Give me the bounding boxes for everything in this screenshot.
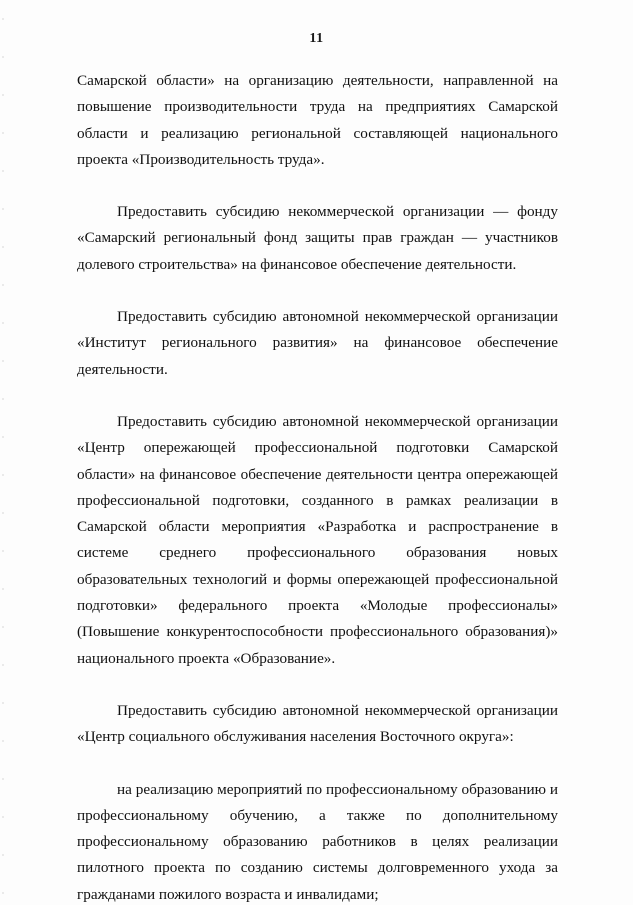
paragraph-6: на реализацию мероприятий по профессиональному образованию и профессиональному обучению, а также по дополнительному профессиональному образованию работников в целях реализации пилотного проекта по созданию системы долговременного ухода за гражданами пожилого возраста и инвалидами;: [77, 780, 558, 903]
paragraph-4: Предоставить субсидию автономной некоммерческой организации «Центр опережающей профессиональной подготовки Самарской области» на финансовое обеспечение деятельности центра опережающей профессиональной подготовки, созданного в рамках реализации в Самарской области мероприятия «Разработка и распространение в системе среднего профессионального образования новых образовательных технологий и формы опережающей профессиональной подготовки» федерального проекта «Молодые профессионалы» (Повышение конкурентоспособности профессионального образования)» национального проекта «Образование».: [77, 412, 558, 667]
scan-edge-artifact: [0, 0, 6, 905]
page-number: 11: [309, 31, 324, 46]
paragraph-2: Предоставить субсидию некоммерческой организации — фонду «Самарский региональный фонд защиты прав граждан — участников долевого строительства» на финансовое обеспечение деятельности.: [77, 203, 558, 273]
document-body: [77, 68, 558, 908]
paragraph-1: Самарской области» на организацию деятельности, направленной на повышение производительности труда на предприятиях Самарской области и реализацию региональной составляющей национального проекта «Производительность труда».: [77, 72, 558, 168]
paragraph-5: Предоставить субсидию автономной некоммерческой организации «Центр социального обслуживания населения Восточного округа»:: [77, 701, 558, 746]
paragraph-3: Предоставить субсидию автономной некоммерческой организации «Институт регионального развития» на финансовое обеспечение деятельности.: [77, 308, 558, 378]
